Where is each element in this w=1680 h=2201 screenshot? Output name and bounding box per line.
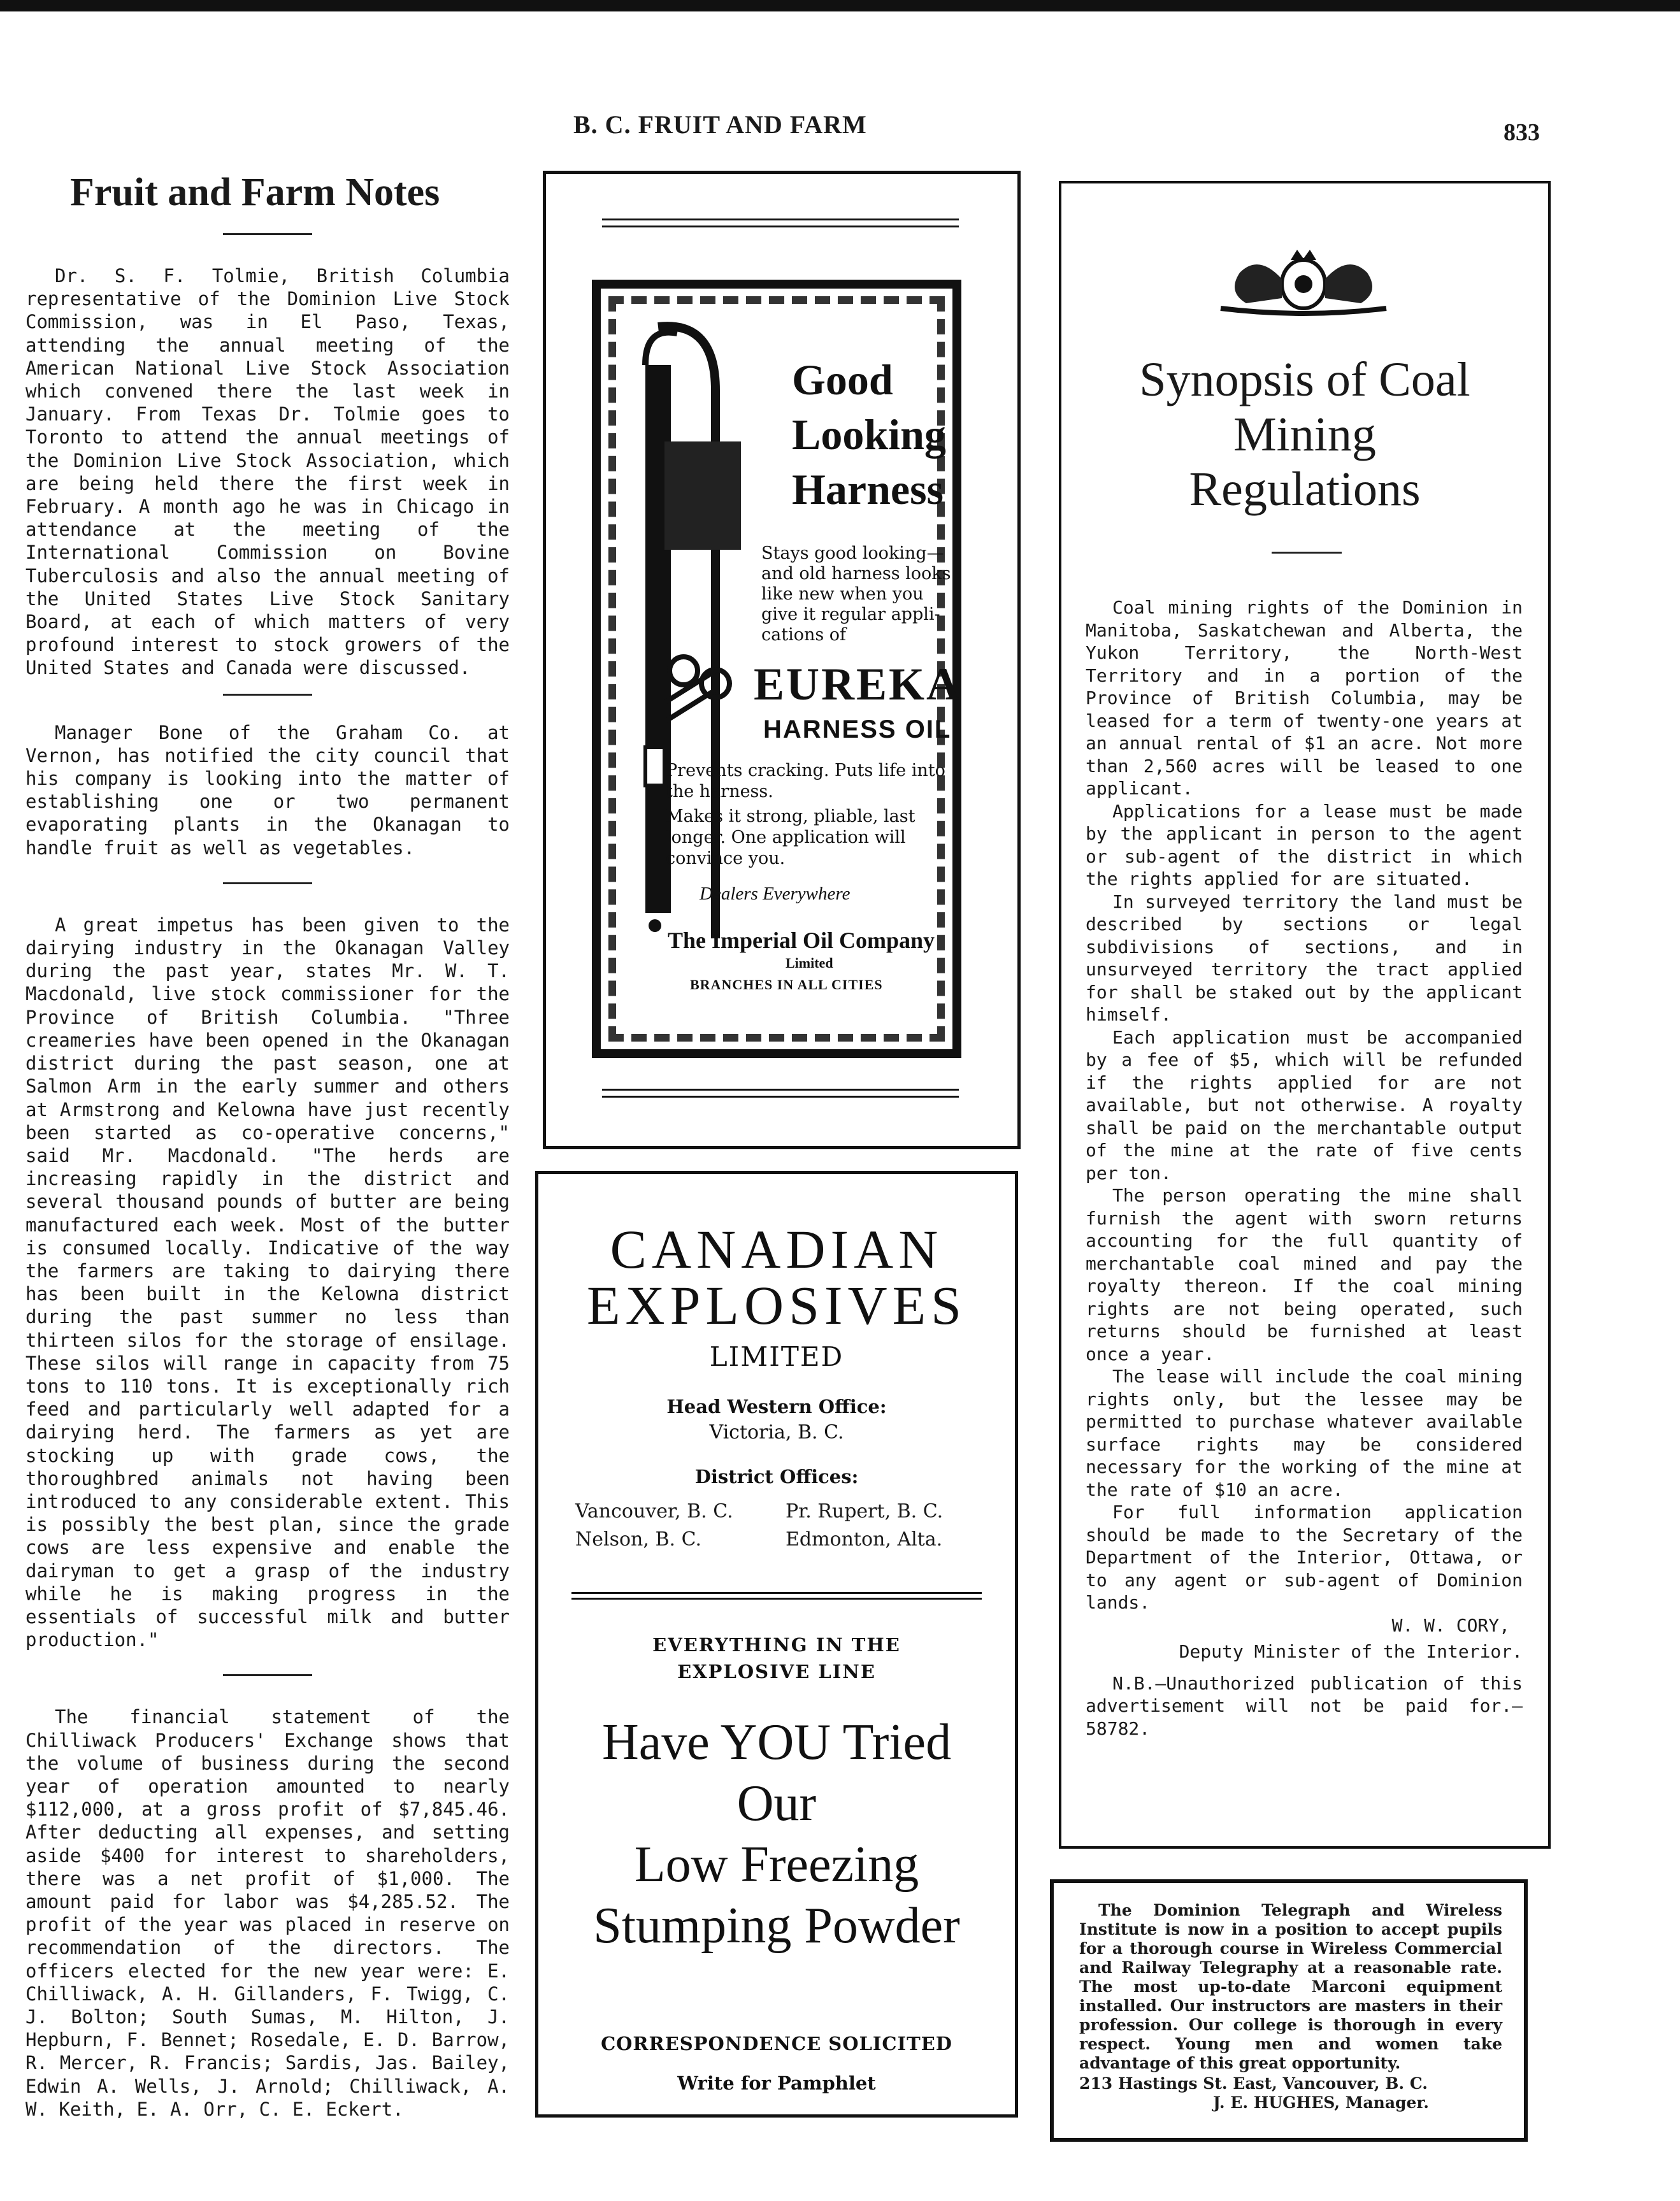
royal-crest-icon <box>1202 247 1405 317</box>
section-divider <box>223 1674 312 1676</box>
section-divider <box>223 694 312 696</box>
notice-paragraph: The person operating the mine shall furnish the agent with sworn returns accounting for the full quantity of merchantable coal mined and pay the royalty thereon. If the coal mining rights are not being operated, such returns should be furnished at least once a year. <box>1086 1185 1523 1365</box>
harness-tagline-line: Stays good looking— <box>761 543 944 563</box>
notes-title: Fruit and Farm Notes <box>70 171 440 214</box>
company-name-line: CANADIAN <box>610 1219 944 1280</box>
page-number: 833 <box>1504 119 1540 146</box>
everything-line: EVERYTHING IN THE <box>652 1634 901 1656</box>
notice-title-line: Regulations <box>1189 462 1421 516</box>
harness-headline-line: Good <box>792 355 893 404</box>
pitch-line: Our <box>736 1775 817 1832</box>
telegraph-institute-advertisement <box>1050 1879 1528 2142</box>
harness-tagline-line: and old harness looks <box>761 564 951 584</box>
district-offices-label: District Offices: <box>694 1466 859 1488</box>
note-paragraph: Dr. S. F. Tolmie, British Columbia representative of the Dominion Live Stock Commission, was in El Paso, Texas, attending the annual meeting of the American National Live Stock Association which convened there the last week in January. From Texas Dr. Tolmie goes to Toronto to attend the annual meetings of the Dominion Live Stock Association, which are being held there the first week in February. A month ago he was in Chicago in attendance at the meeting of the International Commission on Bovine Tuberculosis and also the annual meeting of the United States Live Stock Sanitary Board, at each of which matters of very profound interest to stock growers of the United States and Canada were discussed. <box>25 265 510 679</box>
notice-paragraph: Applications for a lease must be made by the applicant in person to the agent or sub-agent of the district in which the rights applied for are situated. <box>1086 800 1523 889</box>
district-office: Edmonton, Alta. <box>786 1528 943 1551</box>
pitch-line: Have YOU Tried <box>601 1714 952 1770</box>
note-paragraph: Manager Bone of the Graham Co. at Vernon, has notified the city council that his company is looking into the matter of establishing one or two permanent evaporating plants in the Okanagan to handle fruit as well as vegetables. <box>25 721 510 859</box>
harness-ad-border <box>592 280 961 1058</box>
telegraph-ad-text: The Dominion Telegraph and Wireless Institute is now in a position to accept pupils for a thorough course in Wireless Commercial and Railway Telegraphy at a reasonable rate. The most up-to-date Marconi equipment installed. Our instructors are masters in their profession. Our college is thorough in every respect. Young men and women take advantage of this great opportunity. <box>1079 1901 1502 2072</box>
notice-paragraph: For full information application should be made to the Secretary of the Department of the Interior, Ottawa, or to any agent or sub-agent of Dominion lands. <box>1086 1502 1523 1613</box>
pamphlet-line: Write for Pamphlet <box>677 2072 876 2094</box>
notice-title-line: Mining <box>1233 408 1376 461</box>
pitch-line: Stumping Powder <box>593 1898 960 1954</box>
branches-line: BRANCHES IN ALL CITIES <box>690 977 883 993</box>
correspondence-line: CORRESPONDENCE SOLICITED <box>601 2033 952 2054</box>
harness-tagline-line: like new when you <box>761 584 924 604</box>
benefits-text: Makes it strong, pliable, last longer. One application will convince you. <box>666 807 915 868</box>
note-paragraph: The financial statement of the Chilliwack Producers' Exchange shows that the volume of business during the second year of operation amounted to nearly $112,000, at a gross profit of $7,845.46. After deducting all expenses, and setting aside $400 for interest to shareholders, there was a net profit of $1,000. The amount paid for labor was $4,285.52. The profit of the year was placed in reserve on recommendation of the directors. The officers elected for the new year were: E. Chilliwack, A. H. Gillanders, F. Twigg, C. J. Bolton; South Sumas, M. Hilton, J. Hepburn, F. Bennet; Rosedale, E. D. Barrow, R. Mercer, R. Francis; Sardis, Jas. Bailey, Edwin A. Wells, J. Arnold; Chilliwack, A. W. Keith, E. A. Orr, C. E. Eckert. <box>25 1706 510 2120</box>
publication-note: N.B.—Unauthorized publication of this advertisement will not be paid for.—58782. <box>1086 1672 1523 1739</box>
brand-name: EUREKA <box>754 659 962 710</box>
signature-title: Deputy Minister of the Interior. <box>1179 1641 1523 1662</box>
product-name: HARNESS OIL <box>763 715 952 743</box>
institute-manager: J. E. HUGHES, Manager. <box>1213 2093 1429 2112</box>
district-office: Pr. Rupert, B. C. <box>786 1500 944 1523</box>
notice-paragraph: In surveyed territory the land must be described by sections or legal subdivisions of sections, and in unsurveyed territory the tract applied for shall be staked out by the applicant himself. <box>1086 891 1523 1025</box>
pitch-line: Low Freezing <box>634 1837 919 1893</box>
dealers-line: Dealers Everywhere <box>700 884 851 904</box>
harness-headline-line: Harness <box>792 465 944 513</box>
section-divider <box>223 233 312 235</box>
district-office: Nelson, B. C. <box>575 1528 701 1551</box>
institute-address: 213 Hastings St. East, Vancouver, B. C. <box>1079 2074 1428 2093</box>
company-suffix: Limited <box>786 955 833 971</box>
section-divider <box>1272 552 1342 554</box>
harness-tagline-line: give it regular appli- <box>761 605 940 624</box>
head-office-label: Head Western Office: <box>666 1396 887 1417</box>
harness-tagline-line: cations of <box>761 625 847 645</box>
harness-illustration <box>620 314 747 983</box>
company-name-line: EXPLOSIVES <box>586 1275 967 1336</box>
explosives-advertisement <box>535 1171 1018 2118</box>
benefits-text: Prevents cracking. Puts life into the harness. <box>666 761 945 801</box>
notice-body <box>1086 596 1523 1740</box>
double-rule <box>602 1089 959 1098</box>
company-name: The Imperial Oil Company <box>668 928 935 953</box>
page-top-edge <box>0 0 1680 11</box>
coal-mining-regulations-notice <box>1059 181 1551 1849</box>
notice-title-line: Synopsis of Coal <box>1139 353 1470 406</box>
note-paragraph: A great impetus has been given to the dairying industry in the Okanagan Valley during the past year, states Mr. W. T. Macdonald, live stock commissioner for the Province of British Columbia. "Three creameries have been opened in the Okanagan district during the past season, one at Salmon Arm in the early summer and others at Armstrong and Kelowna have just recently been started as co-operative concerns," said Mr. Macdonald. "The herds are increasing rapidly in the district and several thousand pounds of butter are being manufactured each week. Most of the butter is consumed locally. Indicative of the way the farmers are taking to dairying there has been built in the Kelowna district during the past summer no less than thirteen silos for the storage of ensilage. These silos will range in capacity from 75 tons to 110 tons. It is exceptionally rich feed and particularly well adapted for a dairying herd. The farmers as yet are stocking up with grade cows, the thoroughbred animals not having been introduced to any considerable extent. This is possibly the best plan, since the grade cows are less expensive and enable the dairyman to get a grasp of the industry while he is making progress in the essentials of successful milk and butter production." <box>25 914 510 1651</box>
everything-line: EXPLOSIVE LINE <box>677 1661 876 1682</box>
notice-title <box>1061 352 1548 517</box>
district-office: Vancouver, B. C. <box>575 1500 733 1523</box>
harness-oil-advertisement <box>543 171 1021 1149</box>
head-office-location: Victoria, B. C. <box>709 1421 844 1444</box>
notice-paragraph: Each application must be accompanied by a fee of $5, which will be refunded if the rights applied for are not available, but not otherwise. A royalty shall be paid on the merchantable output of the mine at the rate of five cents per ton. <box>1086 1026 1523 1184</box>
notice-paragraph: The lease will include the coal mining rights only, but the lessee may be permitted to purchase whatever available surface rights may be considered necessary for the working of the mine at the rate of $10 an acre. <box>1086 1366 1523 1500</box>
limited-label: LIMITED <box>709 1341 844 1372</box>
double-rule <box>602 219 959 227</box>
signature-name: W. W. CORY, <box>1391 1614 1510 1636</box>
section-divider <box>223 882 312 884</box>
running-title: B. C. FRUIT AND FARM <box>573 110 867 139</box>
notice-paragraph: Coal mining rights of the Dominion in Manitoba, Saskatchewan and Alberta, the Yukon Territory, the North-West Territory and in a portion of the Province of British Columbia, may be leased for a term of twenty-one years at an annual rental of $1 an acre. Not more than 2,560 acres will be leased to one applicant. <box>1086 597 1523 799</box>
fruit-farm-notes-column <box>25 167 510 2121</box>
harness-headline-line: Looking <box>792 410 946 459</box>
double-rule <box>571 1592 982 1600</box>
